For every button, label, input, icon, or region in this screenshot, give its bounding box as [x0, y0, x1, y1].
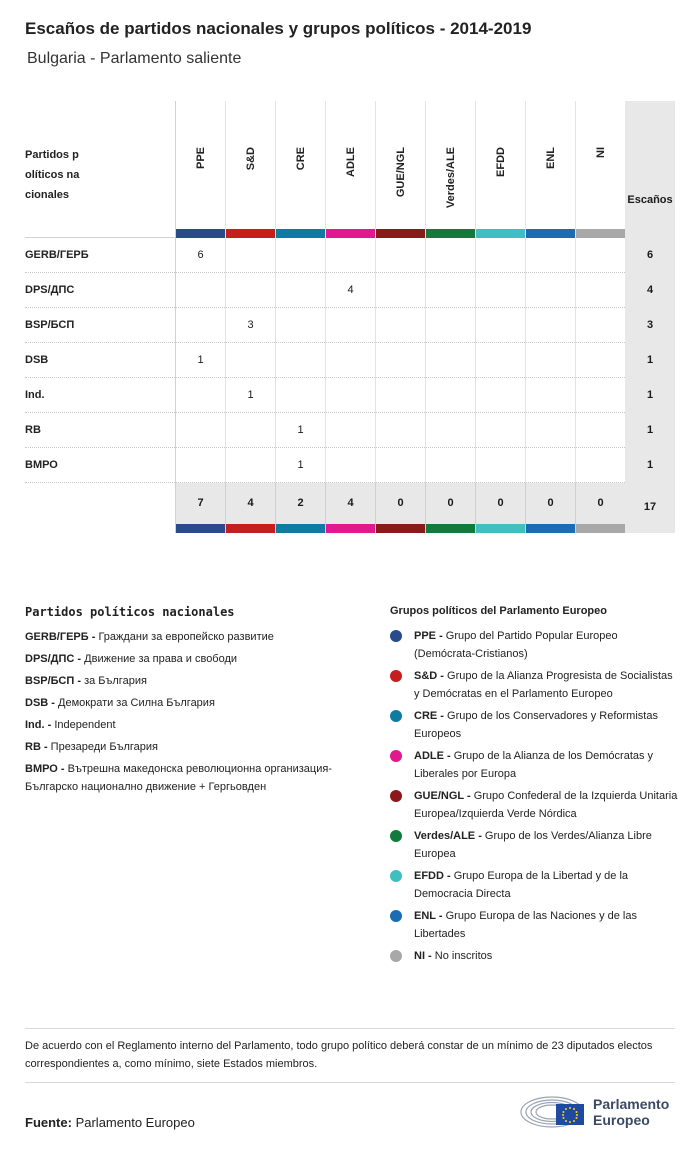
group-label-text: Verdes/ALE	[444, 147, 457, 209]
seat-cell	[175, 273, 225, 308]
seat-cell	[575, 238, 625, 273]
seat-cell: 1	[275, 413, 325, 448]
seat-cell	[425, 413, 475, 448]
seat-cell: 1	[275, 448, 325, 483]
table-body	[25, 238, 675, 483]
group-color-dot-icon	[390, 870, 402, 882]
seat-cell	[275, 308, 325, 343]
rules-note: De acuerdo con el Reglamento interno del Parlamento, todo grupo político deberá constar de un mínimo de 23 diputados electos correspondientes a, como mínimo, siete Estados miembros.	[25, 1028, 675, 1083]
national-legend-item: DPS/ДПС - Движение за права и свободи	[25, 653, 238, 665]
seat-cell	[175, 378, 225, 413]
seat-cell: 1	[225, 378, 275, 413]
source-line	[25, 1115, 195, 1130]
seat-cell	[325, 413, 375, 448]
seat-cell	[325, 308, 375, 343]
national-legend-abbr: ВМРО	[25, 763, 58, 775]
group-column-label	[495, 147, 507, 177]
group-legend-name: Grupo Europa de las Naciones y de las Libertades	[414, 910, 637, 940]
row-total-cell: 1	[625, 413, 675, 448]
group-legend-name: Grupo de los Verdes/Alianza Libre Europea	[414, 830, 652, 860]
seat-cell	[325, 238, 375, 273]
group-total-cell	[475, 483, 525, 533]
group-column-header	[225, 101, 275, 238]
party-name-cell: Ind.	[25, 389, 45, 401]
logo-line-2: Europeo	[593, 1112, 650, 1128]
seat-cell	[325, 378, 375, 413]
seat-cell	[175, 413, 225, 448]
group-legend-abbr: NI	[414, 950, 425, 962]
seat-cell	[375, 378, 425, 413]
seat-cell	[575, 413, 625, 448]
national-legend-item: ВМРО - Вътрешна македонска революционна организация-Българско национално движение + Гергьовден	[25, 763, 332, 793]
group-legend-name: Grupo de los Conservadores y Reformistas Europeos	[414, 710, 658, 740]
group-total-value: 7	[197, 497, 204, 509]
group-color-bar	[576, 524, 625, 533]
page-subtitle: Bulgaria - Parlamento saliente	[27, 50, 242, 67]
seat-cell	[525, 273, 575, 308]
seat-cell	[425, 343, 475, 378]
group-column-header	[275, 101, 325, 238]
group-legend-item: Verdes/ALE - Grupo de los Verdes/Alianza Libre Europea	[390, 827, 680, 863]
group-column-header	[175, 101, 225, 238]
seats-table	[25, 101, 675, 533]
group-legend-name: Grupo de la Alianza de los Demócratas y Liberales por Europa	[414, 750, 654, 780]
group-total-value: 0	[397, 497, 404, 509]
table-header	[25, 101, 675, 238]
seat-cell	[375, 273, 425, 308]
group-legend-item: ADLE - Grupo de la Alianza de los Demócratas y Liberales por Europa	[390, 747, 680, 783]
group-legend-abbr: S&D	[414, 670, 438, 682]
seat-cell	[275, 273, 325, 308]
seat-cell	[525, 448, 575, 483]
group-color-dot-icon	[390, 790, 402, 802]
group-color-bar	[526, 229, 575, 238]
party-name-cell: GERB/ГЕРБ	[25, 249, 89, 261]
group-legend-item: S&D - Grupo de la Alianza Progresista de Socialistas y Demócratas en el Parlamento Europeo	[390, 667, 680, 703]
group-label-text: ENL	[544, 147, 557, 169]
group-legend-item: GUE/NGL - Grupo Confederal de la Izquierda Unitaria Europea/Izquierda Verde Nórdica	[390, 787, 680, 823]
seat-cell	[425, 378, 475, 413]
table-row	[25, 238, 675, 273]
group-legend-item: CRE - Grupo de los Conservadores y Reformistas Europeos	[390, 707, 680, 743]
national-legend-item: GERB/ГЕРБ - Граждани за европейско развитие	[25, 631, 274, 643]
group-color-bar	[276, 229, 325, 238]
group-total-cell	[225, 483, 275, 533]
seat-cell	[225, 238, 275, 273]
group-legend-abbr: EFDD	[414, 870, 444, 882]
seat-cell	[325, 448, 375, 483]
seat-cell	[225, 343, 275, 378]
page-title: Escaños de partidos nacionales y grupos políticos - 2014-2019	[25, 19, 532, 38]
seat-cell	[575, 273, 625, 308]
european-parliament-logo	[520, 1090, 680, 1130]
group-total-cell	[425, 483, 475, 533]
seat-cell	[475, 308, 525, 343]
seat-cell	[375, 308, 425, 343]
table-row	[25, 378, 675, 413]
group-column-label	[295, 147, 307, 170]
party-name-cell: RB	[25, 424, 41, 436]
party-name-cell: BSP/БСП	[25, 319, 75, 331]
seat-cell	[375, 238, 425, 273]
seat-cell	[425, 448, 475, 483]
group-column-label	[395, 147, 407, 197]
table-row	[25, 308, 675, 343]
national-legend-title: Partidos políticos nacionales	[25, 605, 235, 619]
national-legend-abbr: Ind.	[25, 719, 45, 731]
european-parliament-hemicycle-icon	[520, 1090, 590, 1130]
seat-cell	[575, 378, 625, 413]
group-total-value: 0	[547, 497, 554, 509]
seat-cell	[425, 238, 475, 273]
table-row	[25, 413, 675, 448]
group-color-dot-icon	[390, 670, 402, 682]
group-color-bar	[526, 524, 575, 533]
group-column-label	[345, 147, 357, 177]
group-color-dot-icon	[390, 630, 402, 642]
national-legend-abbr: DPS/ДПС	[25, 653, 75, 665]
group-total-value: 0	[597, 497, 604, 509]
seats-column-header	[625, 101, 675, 238]
seat-cell	[225, 413, 275, 448]
seat-cell	[225, 273, 275, 308]
group-color-bar	[226, 524, 275, 533]
group-column-header	[325, 101, 375, 238]
table-row	[25, 273, 675, 308]
national-parties-legend	[25, 605, 365, 800]
group-label-text: CRE	[294, 147, 307, 171]
seat-cell	[575, 343, 625, 378]
group-total-value: 0	[447, 497, 454, 509]
group-label-text: EFDD	[494, 147, 507, 177]
seat-cell	[225, 448, 275, 483]
seat-cell	[475, 273, 525, 308]
seat-cell: 4	[325, 273, 375, 308]
groups-legend-title: Grupos políticos del Parlamento Europeo	[390, 605, 607, 617]
group-total-value: 4	[247, 497, 254, 509]
group-color-bar	[326, 229, 375, 238]
row-total-cell: 1	[625, 448, 675, 483]
group-column-label	[595, 147, 607, 158]
group-label-text: GUE/NGL	[394, 147, 407, 198]
group-total-cell	[325, 483, 375, 533]
group-color-bar	[426, 229, 475, 238]
seat-cell	[475, 448, 525, 483]
group-color-bar	[376, 229, 425, 238]
seat-cell	[375, 448, 425, 483]
party-column-header: Partidos políticos nacionales	[25, 149, 80, 201]
group-legend-abbr: GUE/NGL	[414, 790, 464, 802]
seat-cell: 3	[225, 308, 275, 343]
group-label-text: ADLE	[344, 147, 357, 177]
group-color-dot-icon	[390, 950, 402, 962]
group-color-bar	[276, 524, 325, 533]
party-name-cell: DSB	[25, 354, 49, 366]
seat-cell: 6	[175, 238, 225, 273]
seat-cell	[175, 448, 225, 483]
table-totals-row	[25, 483, 675, 533]
group-color-dot-icon	[390, 750, 402, 762]
group-total-value: 0	[497, 497, 504, 509]
national-legend-item: DSB - Демократи за Силна България	[25, 697, 215, 709]
group-label-text: NI	[594, 147, 607, 158]
seat-cell	[275, 343, 325, 378]
national-legend-name: Independent	[54, 719, 116, 731]
row-total-cell: 1	[625, 378, 675, 413]
national-legend-item: Ind. - Independent	[25, 719, 116, 731]
group-color-bar	[176, 524, 225, 533]
group-legend-name: Grupo Europa de la Libertad y de la Democracia Directa	[414, 870, 629, 900]
group-label-text: PPE	[194, 147, 207, 170]
national-legend-name: Вътрешна македонска революционна организация-Българско национално движение + Гергьовден	[25, 763, 332, 793]
seat-cell	[575, 448, 625, 483]
row-total-cell: 1	[625, 343, 675, 378]
seat-cell: 1	[175, 343, 225, 378]
party-name-cell: ВМРО	[25, 459, 58, 471]
seat-cell	[475, 343, 525, 378]
political-groups-legend	[390, 605, 680, 969]
logo-text	[593, 1096, 669, 1128]
group-color-dot-icon	[390, 830, 402, 842]
seat-cell	[425, 273, 475, 308]
seat-cell	[525, 378, 575, 413]
party-name-cell: DPS/ДПС	[25, 284, 75, 296]
group-color-bar	[426, 524, 475, 533]
group-column-label	[245, 147, 257, 170]
group-legend-item: NI - No inscritos	[390, 947, 680, 965]
group-legend-item: PPE - Grupo del Partido Popular Europeo (Demócrata-Cristianos)	[390, 627, 680, 663]
group-color-bar	[376, 524, 425, 533]
group-legend-abbr: ADLE	[414, 750, 444, 762]
national-legend-abbr: RB	[25, 741, 41, 753]
group-color-bar	[176, 229, 225, 238]
group-column-header	[475, 101, 525, 238]
group-total-value: 2	[297, 497, 304, 509]
group-color-bar	[476, 229, 525, 238]
row-total-cell: 6	[625, 238, 675, 273]
seat-cell	[325, 343, 375, 378]
national-legend-item: BSP/БСП - за България	[25, 675, 147, 687]
group-column-header	[375, 101, 425, 238]
row-total-cell: 4	[625, 273, 675, 308]
seat-cell	[525, 413, 575, 448]
logo-line-1: Parlamento	[593, 1096, 670, 1112]
group-legend-abbr: Verdes/ALE	[414, 830, 476, 842]
source-value: Parlamento Europeo	[75, 1115, 195, 1130]
table-row	[25, 343, 675, 378]
seat-cell	[525, 308, 575, 343]
seat-cell	[175, 308, 225, 343]
group-legend-name: No inscritos	[434, 950, 493, 962]
table-row	[25, 448, 675, 483]
national-legend-name: Граждани за европейско развитие	[98, 631, 274, 643]
group-color-dot-icon	[390, 910, 402, 922]
group-legend-name: Grupo del Partido Popular Europeo (Demócrata-Cristianos)	[414, 630, 618, 660]
group-color-bar	[476, 524, 525, 533]
national-legend-abbr: DSB	[25, 697, 49, 709]
row-total-cell: 3	[625, 308, 675, 343]
group-column-label	[195, 147, 207, 169]
seat-cell	[475, 238, 525, 273]
group-column-header	[425, 101, 475, 238]
seat-cell	[475, 378, 525, 413]
group-legend-name: Grupo de la Alianza Progresista de Socialistas y Demócratas en el Parlamento Europeo	[414, 670, 673, 700]
seat-cell	[525, 238, 575, 273]
group-color-bar	[326, 524, 375, 533]
group-column-label	[445, 147, 457, 208]
seat-cell	[575, 308, 625, 343]
group-legend-name: Grupo Confederal de la Izquierda Unitaria Europea/Izquierda Verde Nórdica	[414, 790, 678, 820]
group-column-header	[575, 101, 625, 238]
group-legend-abbr: PPE	[414, 630, 437, 642]
seat-cell	[525, 343, 575, 378]
seat-cell	[275, 378, 325, 413]
seat-cell	[275, 238, 325, 273]
group-column-label	[545, 147, 557, 169]
national-legend-name: Движение за права и свободи	[84, 653, 238, 665]
grand-total-cell: 17	[625, 483, 675, 533]
group-total-cell	[275, 483, 325, 533]
group-total-cell	[175, 483, 225, 533]
national-legend-name: за България	[84, 675, 147, 687]
seat-cell	[475, 413, 525, 448]
seat-cell	[425, 308, 475, 343]
seat-cell	[375, 343, 425, 378]
group-legend-item: ENL - Grupo Europa de las Naciones y de las Libertades	[390, 907, 680, 943]
source-label: Fuente:	[25, 1115, 72, 1130]
seat-cell	[375, 413, 425, 448]
group-column-header	[525, 101, 575, 238]
group-label-text: S&D	[244, 147, 257, 171]
seats-column-label: Escaños	[627, 194, 673, 206]
national-legend-abbr: GERB/ГЕРБ	[25, 631, 89, 643]
group-color-dot-icon	[390, 710, 402, 722]
national-legend-abbr: BSP/БСП	[25, 675, 75, 687]
group-total-cell	[375, 483, 425, 533]
group-legend-item: EFDD - Grupo Europa de la Libertad y de la Democracia Directa	[390, 867, 680, 903]
group-total-cell	[575, 483, 625, 533]
national-legend-name: Презареди България	[50, 741, 158, 753]
group-legend-abbr: CRE	[414, 710, 438, 722]
group-total-value: 4	[347, 497, 354, 509]
group-legend-abbr: ENL	[414, 910, 436, 922]
group-total-cell	[525, 483, 575, 533]
group-color-bar	[226, 229, 275, 238]
national-legend-name: Демократи за Силна България	[58, 697, 215, 709]
group-color-bar	[576, 229, 625, 238]
national-legend-item: RB - Презареди България	[25, 741, 158, 753]
